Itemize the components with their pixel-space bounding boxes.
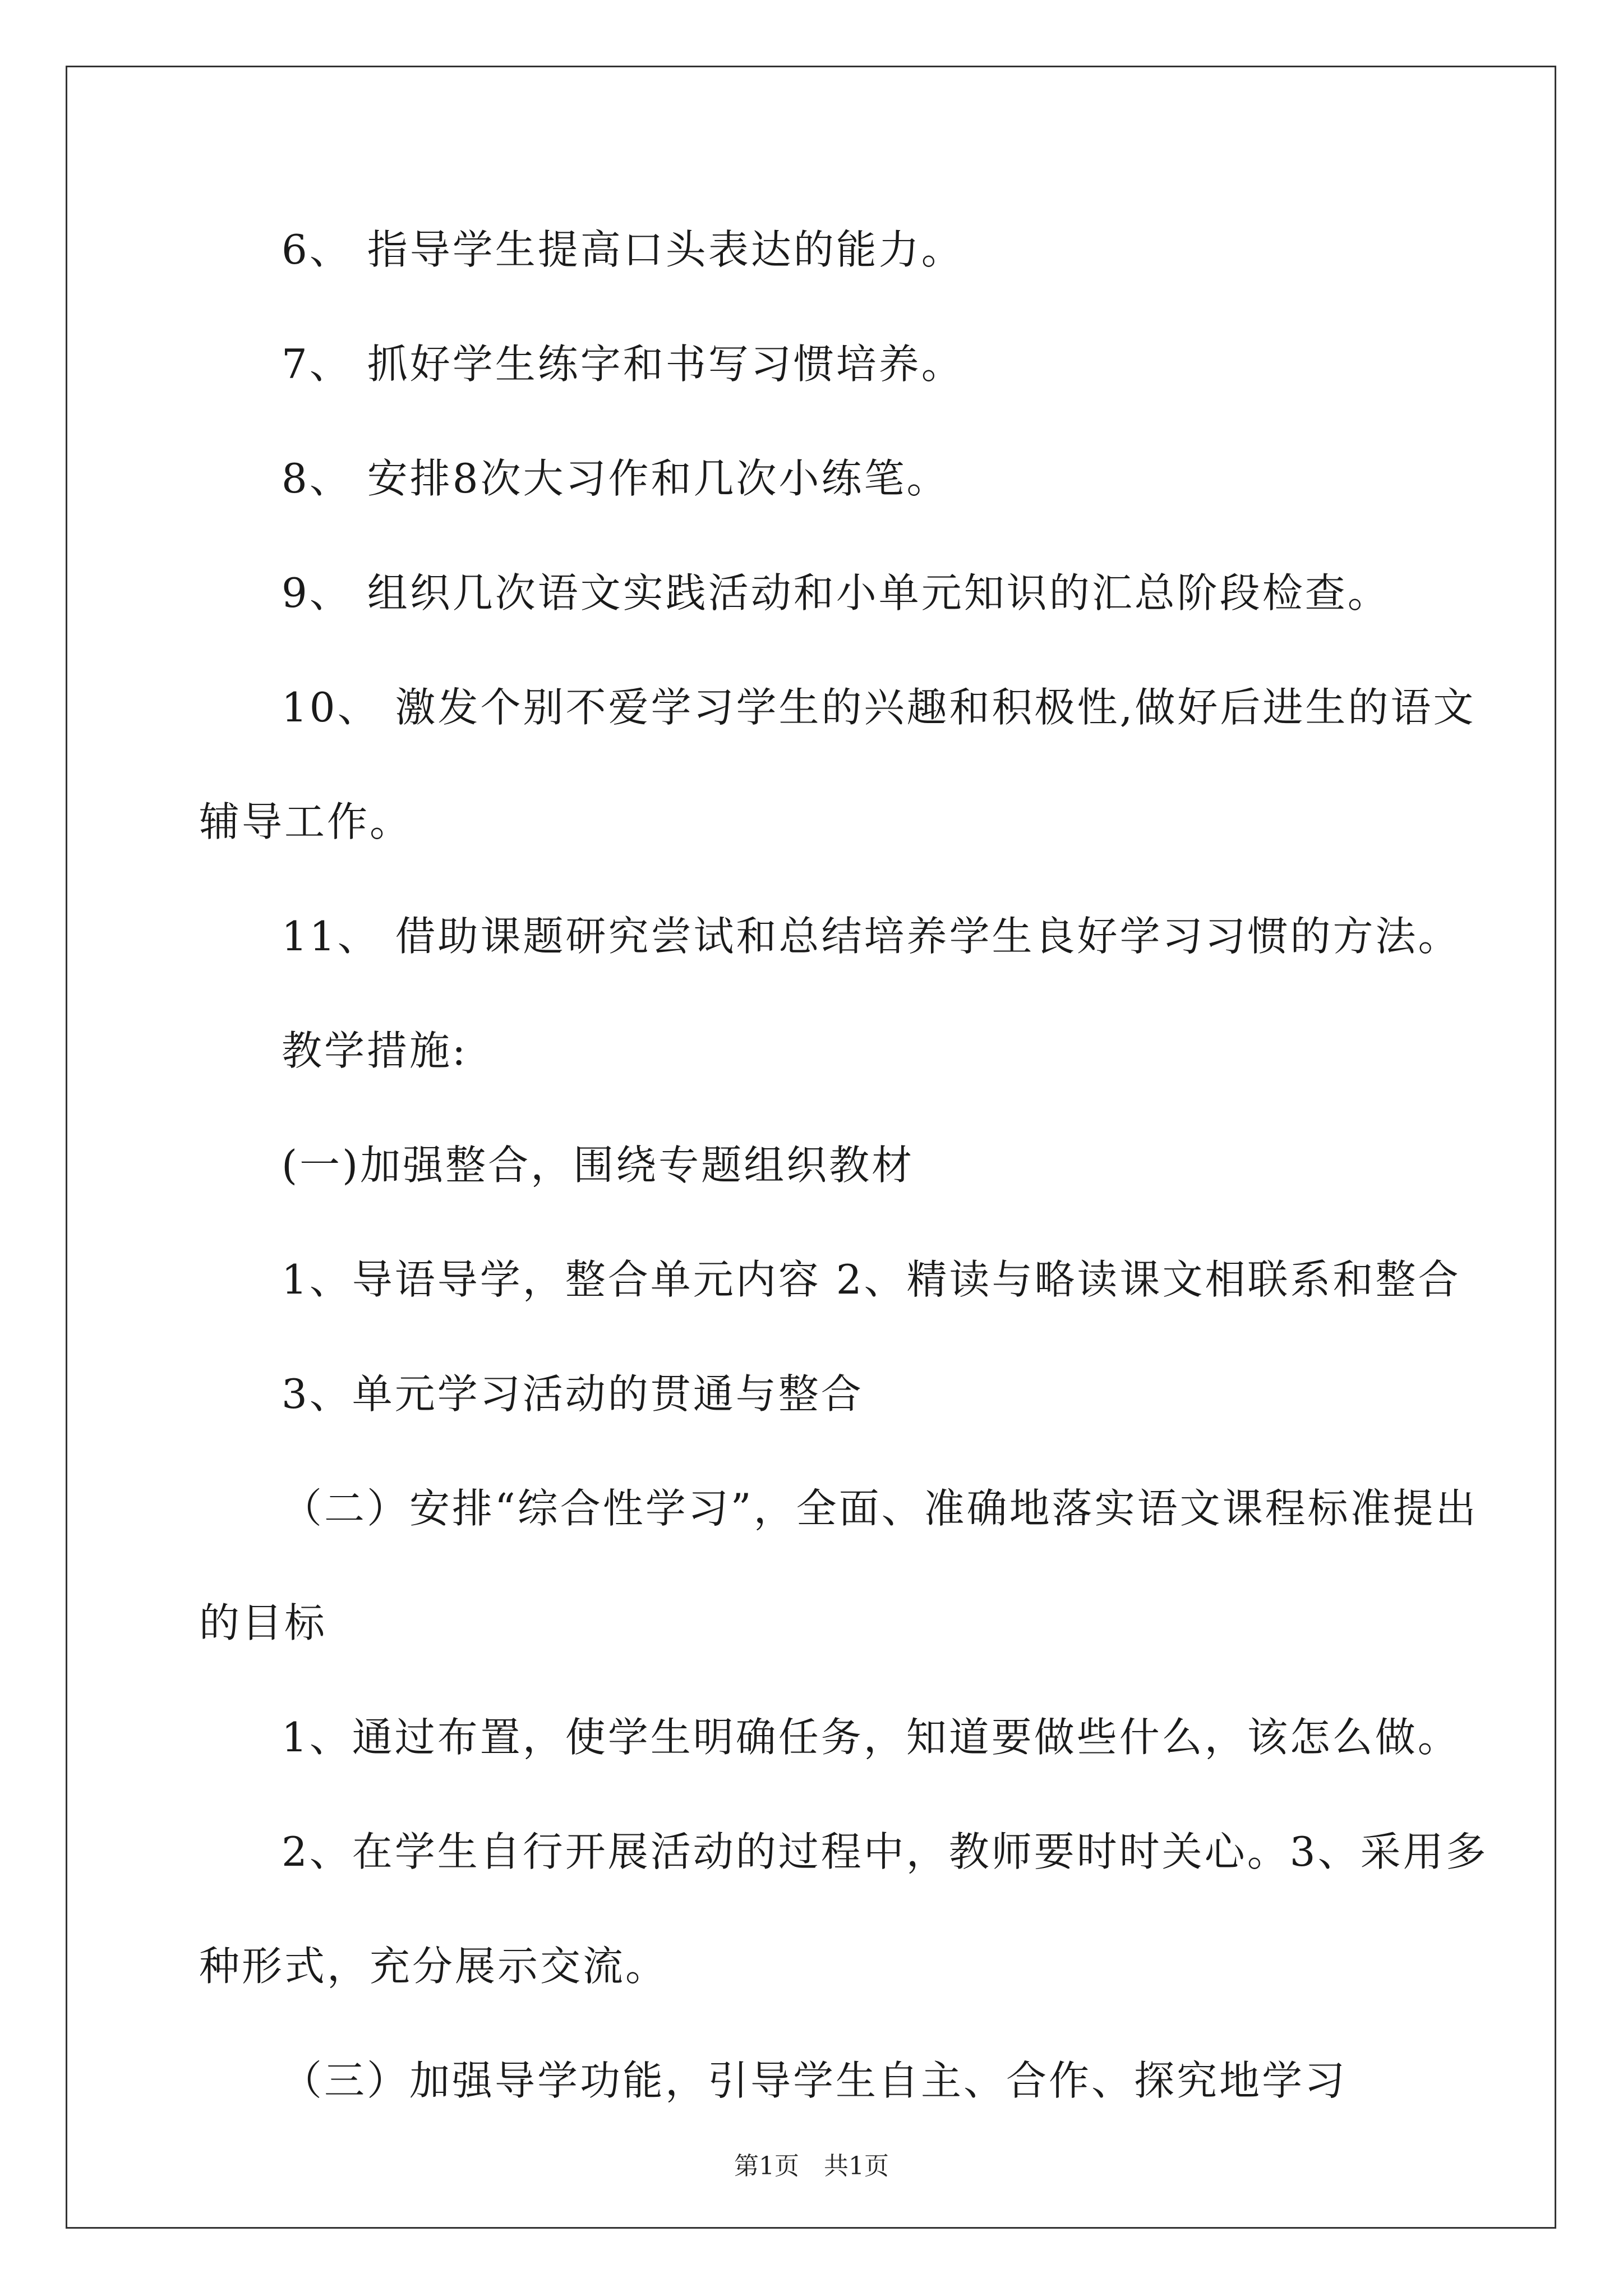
text-line: 11、 借助课题研究尝试和总结培养学生良好学习习惯的方法。 (282, 913, 1461, 960)
text-line: 3、单元学习活动的贯通与整合 (282, 1370, 864, 1418)
text-line: 9、 组织几次语文实践活动和小单元知识的汇总阶段检查。 (282, 569, 1390, 616)
text-line: 种形式，充分展示交流。 (199, 1943, 668, 1990)
text-line: 的目标 (199, 1599, 328, 1646)
section-heading: 教学措施: (282, 1027, 468, 1074)
text-line: 10、 激发个别不爱学习学生的兴趣和积极性,做好后进生的语文 (282, 684, 1476, 731)
text-line: 1、通过布置，使学生明确任务，知道要做些什么，该怎么做。 (282, 1714, 1460, 1761)
text-line: （二）安排“综合性学习”，全面、准确地落实语文课程标准提出 (282, 1485, 1478, 1532)
text-line: （三）加强导学功能，引导学生自主、合作、探究地学习 (282, 2057, 1348, 2104)
text-line: 辅导工作。 (199, 798, 413, 845)
text-line: 7、 抓好学生练字和书写习惯培养。 (282, 341, 964, 388)
text-line: 6、 指导学生提高口头表达的能力。 (282, 226, 964, 273)
text-line: (一)加强整合，围绕专题组织教材 (282, 1142, 915, 1189)
text-line: 8、 安排8次大习作和几次小练笔。 (282, 455, 949, 502)
text-line: 2、在学生自行开展活动的过程中，教师要时时关心。3、采用多 (282, 1828, 1488, 1875)
text-line: 1、导语导学，整合单元内容 2、精读与略读课文相联系和整合 (282, 1256, 1461, 1303)
page-number-footer: 第1页 共1页 (734, 2152, 889, 2180)
